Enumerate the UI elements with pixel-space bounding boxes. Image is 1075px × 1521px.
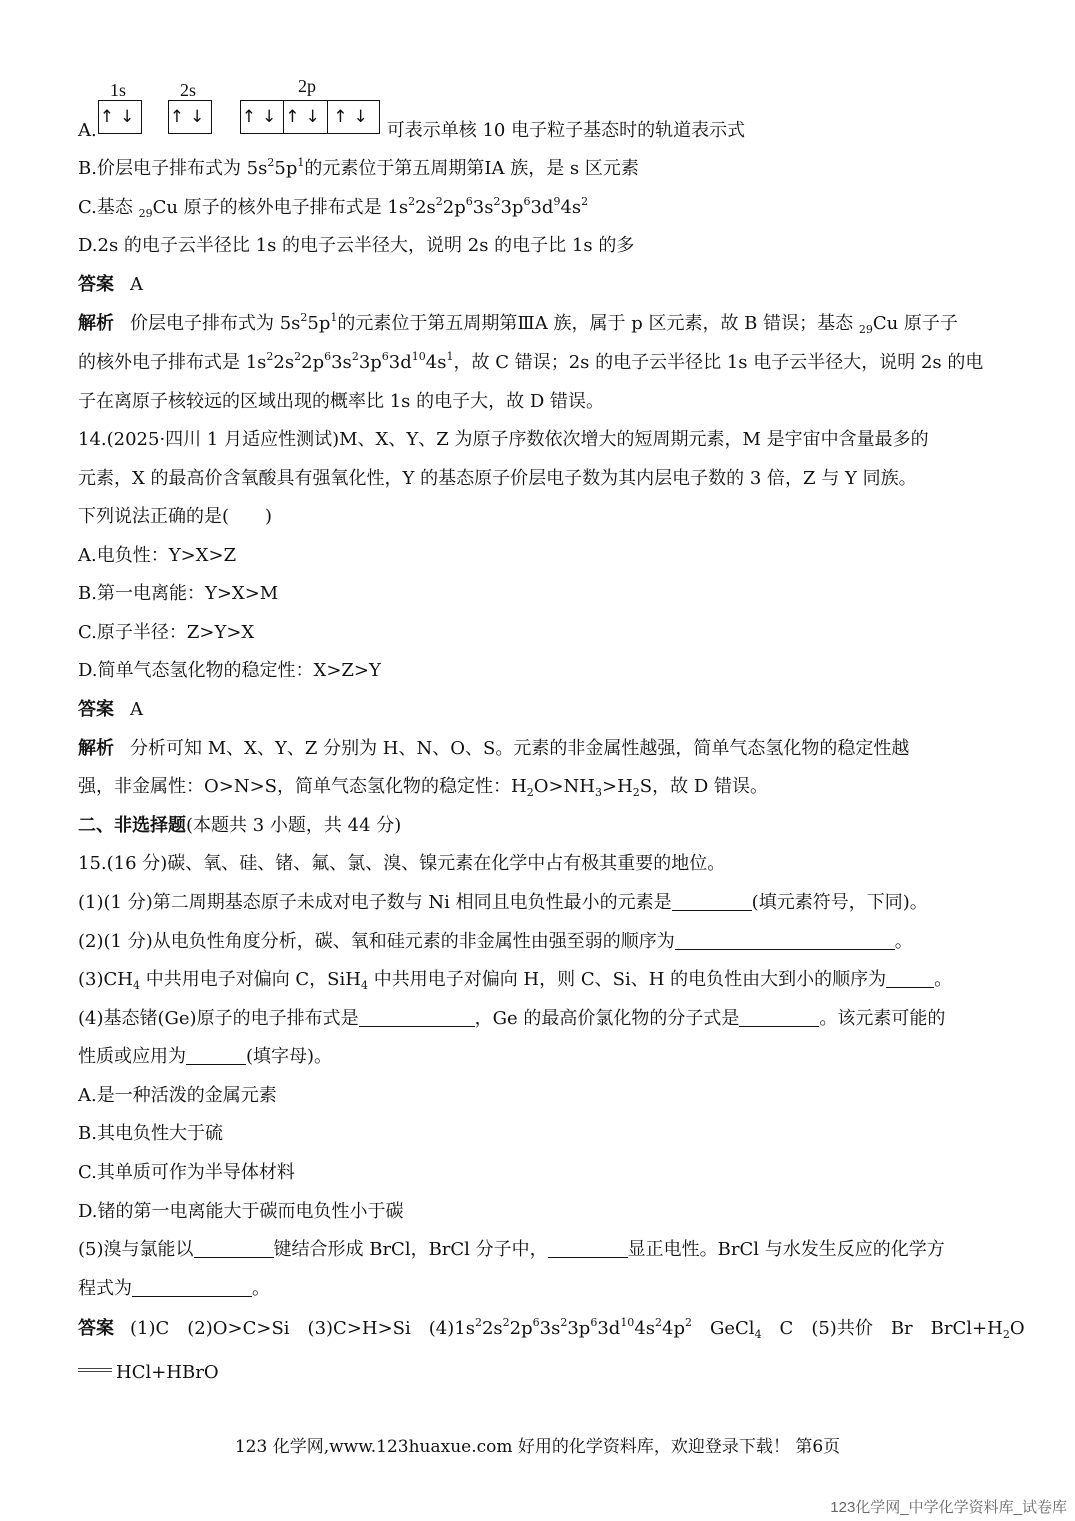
- q15-answer-cont: HCl+HBrO: [78, 1360, 1005, 1386]
- q13-analysis-3: 子在离原子核较远的区域出现的概率比 1s 的电子大，故 D 错误。: [78, 391, 605, 412]
- q15-part-2: (2)(1 分)从电负性角度分析，碳、氧和硅元素的非金属性由强至弱的顺序为 。: [78, 931, 913, 952]
- q13-option-a: [78, 118, 1005, 144]
- orbital-box-1s: ↑↓: [98, 100, 142, 134]
- answer-blank[interactable]: [359, 1008, 475, 1027]
- q13-analysis-2: 的核外电子排布式是 $1s^22s^22p^63s^23p^63d^{10}4s^1$，故 C 错误；2s 的电子云半径比 1s 电子云半径大，说明 2s 的电: [78, 350, 984, 373]
- watermark: 123化学网_中学化学资料库_试卷库: [830, 1499, 1067, 1516]
- q14-option-d: D.简单气态氢化物的稳定性：X>Z>Y: [78, 660, 381, 681]
- answer-blank[interactable]: [194, 1239, 274, 1258]
- q14-option-c: C.原子半径：Z>Y>X: [78, 622, 255, 643]
- q15-stem: 15.(16 分)碳、氧、硅、锗、氟、氯、溴、镍元素在化学中占有极其重要的地位。: [78, 853, 726, 874]
- answer-blank[interactable]: [132, 1278, 252, 1297]
- orbital-box-2s: ↑↓: [168, 100, 212, 134]
- page-footer: 123 化学网,www.123huaxue.com 好用的化学资料库，欢迎登录下载！ 第6页: [234, 1437, 841, 1457]
- q13-option-b: B.价层电子排布式为 $5s^25p^1$的元素位于第五周期第ⅠA 族，是 s 区元素: [78, 156, 639, 179]
- q15-part-5-cont: 程式为 。: [78, 1278, 270, 1299]
- answer-blank[interactable]: [672, 892, 752, 911]
- q14-stem-2: 元素，X 的最高价含氧酸具有强氧化性，Y 的基态原子价层电子数为其内层电子数的 3 倍，Z 与 Y 同族。: [78, 468, 917, 489]
- q13-answer: 答案 A: [78, 274, 143, 295]
- orbital-label-2s: 2s: [180, 80, 197, 100]
- section-2-heading: 二、非选择题(本题共 3 小题，共 44 分): [78, 815, 402, 836]
- q15-option-d: D.锗的第一电离能大于碳而电负性小于碳: [78, 1201, 404, 1222]
- q15-part-1: (1)(1 分)第二周期基态原子未成对电子数与 Ni 相同且电负性最小的元素是 (填元素符号，下同)。: [78, 892, 928, 913]
- q13-option-a-text: 可表示单核 10 电子粒子基态时的轨道表示式: [386, 120, 746, 141]
- orbital-box-2p-3: ↑↓: [328, 100, 380, 134]
- answer-blank[interactable]: [739, 1008, 819, 1027]
- answer-blank[interactable]: [675, 931, 895, 950]
- q14-analysis-1: 解析 分析可知 M、X、Y、Z 分别为 H、N、O、S。元素的非金属性越强，简单气态氢化物的稳定性越: [78, 738, 910, 759]
- orbital-box-2p-1: ↑↓: [240, 100, 284, 134]
- q13-option-a-prefix: A.: [78, 120, 97, 141]
- q13-analysis-1: 解析 价层电子排布式为 $5s^25p^1$的元素位于第五周期第ⅢA 族，属于 p 区元素，故 B 错误；基态 $_{29}$Cu 原子子: [78, 311, 958, 336]
- q14-stem-3: 下列说法正确的是( ): [78, 506, 273, 527]
- q15-part-5: (5)溴与氯能以 键结合形成 BrCl，BrCl 分子中， 显正电性。BrCl 与水发生反应的化学方: [78, 1239, 945, 1260]
- q15-option-a: A.是一种活泼的金属元素: [78, 1085, 277, 1106]
- q15-part-4-cont: 性质或应用为 (填字母)。: [78, 1046, 333, 1067]
- q15-answer: 答案 (1)C (2)O>C>Si (3)C>H>Si $(4)1s^22s^22p^63s^23p^63d^{10}4s^24p^2$ GeCl$_4$ C (5)共价 Br $BrCl+H_2O$: [78, 1316, 1025, 1341]
- orbital-box-2p-2: ↑↓: [284, 100, 328, 134]
- q13-option-c: C.基态 $_{29}$Cu 原子的核外电子排布式是 $1s^22s^22p^63s^23p^63d^94s^2$: [78, 195, 589, 220]
- answer-blank[interactable]: [886, 969, 934, 988]
- q15-part-4: (4)基态锗(Ge)原子的电子排布式是 ，Ge 的最高价氯化物的分子式是 。该元素可能的: [78, 1008, 946, 1029]
- equals-sign: [78, 1368, 112, 1372]
- q14-analysis-2: 强，非金属性：O>N>S，简单气态氢化物的稳定性：$H_2O>NH_3>H_2S$，故 D 错误。: [78, 776, 768, 799]
- q14-stem-1: 14.(2025·四川 1 月适应性测试)M、X、Y、Z 为原子序数依次增大的短周期元素，M 是宇宙中含量最多的: [78, 429, 929, 450]
- q14-option-a: A.电负性：Y>X>Z: [78, 545, 237, 566]
- answer-blank[interactable]: [186, 1046, 246, 1065]
- q15-option-c: C.其单质可作为半导体材料: [78, 1162, 295, 1183]
- q14-answer: 答案 A: [78, 699, 143, 720]
- q13-option-d: D.2s 的电子云半径比 1s 的电子云半径大，说明 2s 的电子比 1s 的多: [78, 235, 635, 256]
- answer-blank[interactable]: [548, 1239, 628, 1258]
- q14-option-b: B.第一电离能：Y>X>M: [78, 583, 279, 604]
- q15-part-3: $(3)CH_4$ 中共用电子对偏向 C，SiH$_4$ 中共用电子对偏向 H，则 C、Si、H 的电负性由大到小的顺序为 。: [78, 969, 953, 992]
- orbital-label-1s: 1s: [110, 80, 127, 100]
- orbital-label-2p: 2p: [298, 76, 316, 96]
- q15-option-b: B.其电负性大于硫: [78, 1123, 223, 1144]
